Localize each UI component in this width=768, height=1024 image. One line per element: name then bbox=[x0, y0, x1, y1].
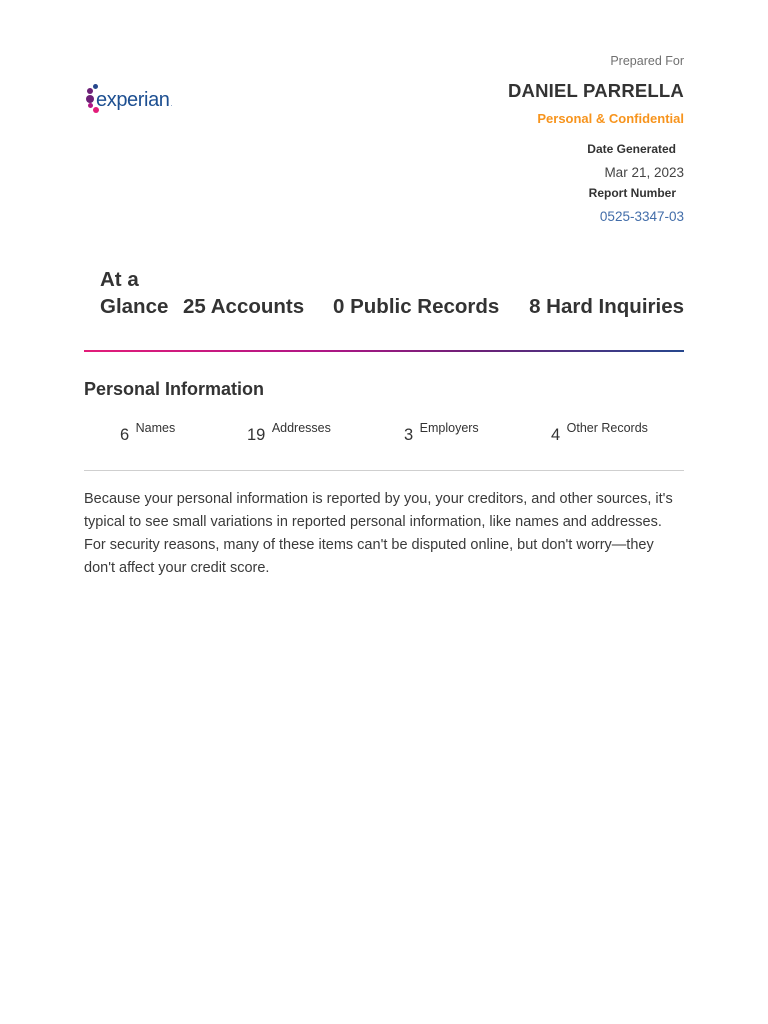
date-generated-value: Mar 21, 2023 bbox=[604, 165, 684, 180]
report-number-link[interactable]: 0525-3347-03 bbox=[599, 209, 684, 224]
employers-count[interactable]: 3 Employers bbox=[404, 421, 479, 444]
names-count[interactable]: 6 Names bbox=[120, 421, 176, 444]
at-a-glance bbox=[100, 266, 684, 322]
accounts-count[interactable]: 25 Accounts bbox=[183, 295, 305, 318]
experian-logo bbox=[86, 84, 196, 118]
hard-inquiries-count[interactable]: 8 Hard Inquiries bbox=[529, 295, 684, 318]
addresses-count[interactable]: 19 Addresses bbox=[247, 421, 331, 444]
glance-title: At a Glance bbox=[100, 268, 169, 318]
logo-wordmark: experian. bbox=[96, 89, 172, 111]
public-records-count[interactable]: 0 Public Records bbox=[333, 295, 500, 318]
person-name: DANIEL PARRELLA bbox=[507, 80, 684, 101]
report-meta bbox=[508, 52, 684, 226]
personal-info-counts bbox=[84, 418, 684, 450]
section-divider bbox=[84, 470, 684, 471]
other-records-count[interactable]: 4 Other Records bbox=[551, 421, 648, 444]
gradient-divider bbox=[84, 350, 684, 352]
personal-info-description: Because your personal information is reported by you, your creditors, and other sources, it's typical to see small variations in reported personal information, like names and addresses. For security reasons, many of these items can't be disputed online, but don't worry—they don't affect your credit score. bbox=[84, 491, 673, 576]
prepared-for-label: Prepared For bbox=[610, 54, 684, 68]
personal-information-title: Personal Information bbox=[84, 379, 265, 399]
report-number-label: Report Number bbox=[588, 186, 676, 200]
confidential-label: Personal & Confidential bbox=[537, 111, 684, 126]
date-generated-label: Date Generated bbox=[587, 142, 676, 156]
